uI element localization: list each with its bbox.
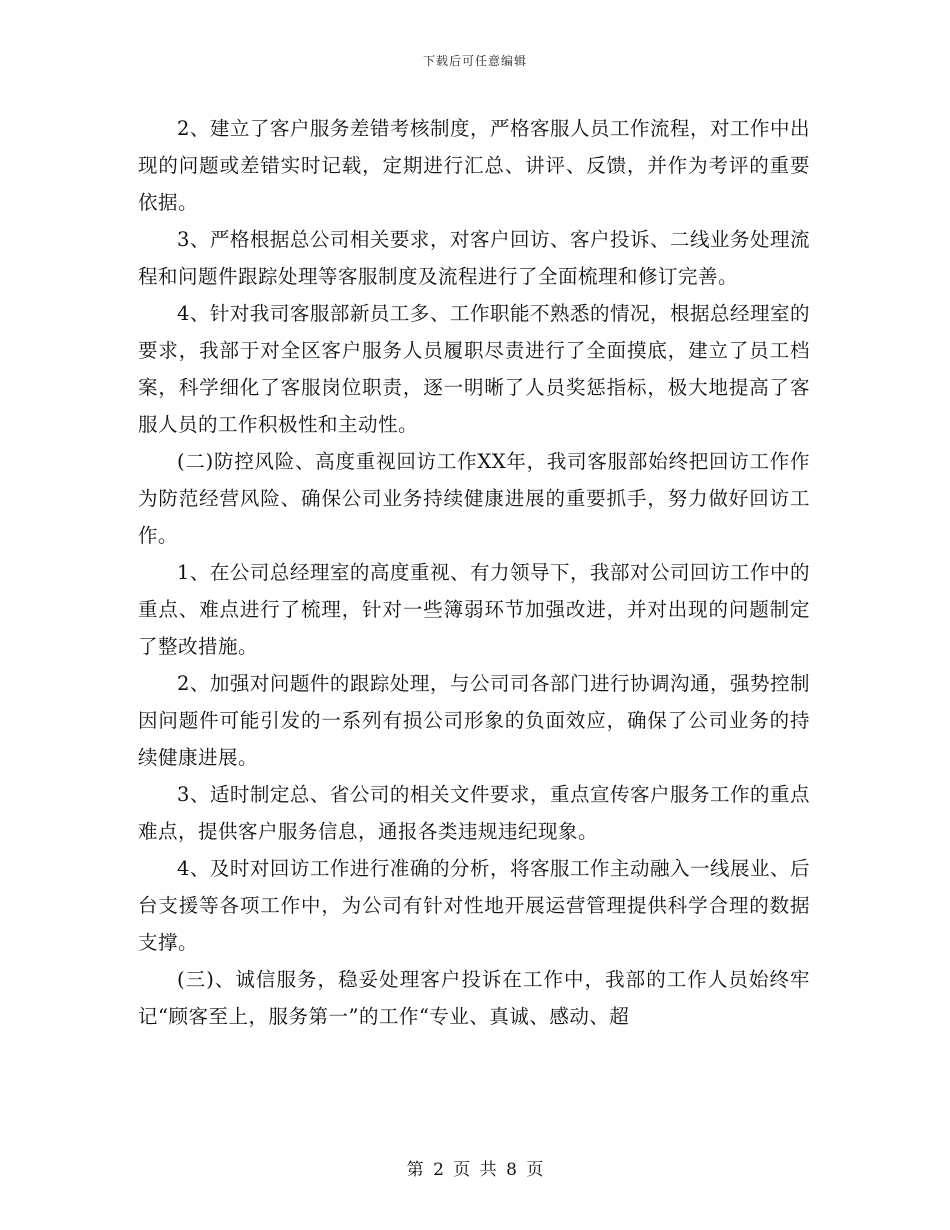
- paragraph-item-3-process-review: 3、严格根据总公司相关要求，对客户回访、客户投诉、二线业务处理流程和问题件跟踪处理等客服制度及流程进行了全面梳理和修订完善。: [138, 228, 810, 288]
- page-header: 下载后可任意编辑: [422, 54, 527, 68]
- page-number-footer: 第 2 页 共 8 页: [406, 1160, 544, 1180]
- paragraph-item-3-publicity: 3、适时制定总、省公司的相关文件要求，重点宣传客户服务工作的重点难点，提供客户服务信息，通报各类违规违纪现象。: [138, 783, 810, 843]
- paragraph-section-3-integrity-service: (三)、诚信服务，稳妥处理客户投诉在工作中，我部的工作人员始终牢记“顾客至上，服务第一”的工作“专业、真诚、感动、超: [138, 968, 810, 1028]
- paragraph-item-1-key-points: 1、在公司总经理室的高度重视、有力领导下，我部对公司回访工作中的重点、难点进行了梳理，针对一些簿弱环节加强改进，并对出现的问题制定了整改措施。: [138, 561, 810, 658]
- paragraph-item-4-staff-responsibilities: 4、针对我司客服部新员工多、工作职能不熟悉的情况，根据总经理室的要求，我部于对全区客户服务人员履职尽责进行了全面摸底，建立了员工档案，科学细化了客服岗位职责，逐一明晰了人员奖惩指标，极大地提高了客服人员的工作积极性和主动性。: [138, 302, 810, 436]
- paragraph-section-2-risk-control: (二)防控风险、高度重视回访工作XX年，我司客服部始终把回访工作作为防范经营风险、确保公司业务持续健康进展的重要抓手，努力做好回访工作。: [138, 450, 810, 547]
- document-body: [138, 110, 810, 1035]
- paragraph-item-4-analysis: 4、及时对回访工作进行准确的分析，将客服工作主动融入一线展业、后台支援等各项工作中，为公司有针对性地开展运营管理提供科学合理的数据支撑。: [138, 857, 810, 954]
- paragraph-item-2-issue-tracking: 2、加强对问题件的跟踪处理，与公司司各部门进行协调沟通，强势控制因问题件可能引发的一系列有损公司形象的负面效应，确保了公司业务的持续健康进展。: [138, 672, 810, 769]
- paragraph-item-2-error-assessment: 2、建立了客户服务差错考核制度，严格客服人员工作流程，对工作中出现的问题或差错实时记载，定期进行汇总、讲评、反馈，并作为考评的重要依据。: [138, 117, 810, 214]
